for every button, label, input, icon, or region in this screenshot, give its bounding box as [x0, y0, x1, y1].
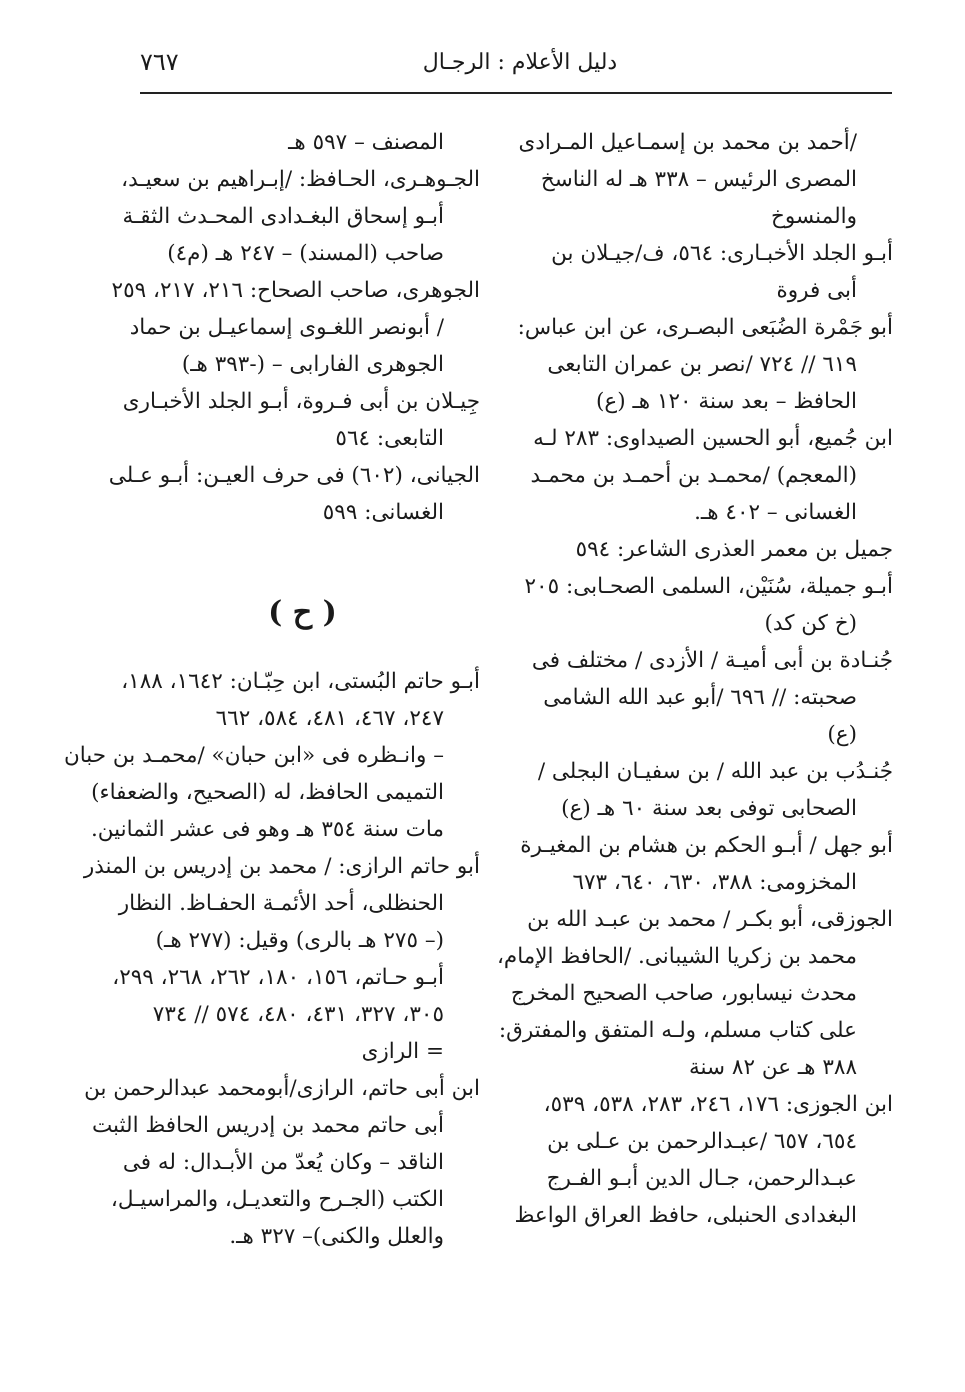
entry-continuation-line: ٣٠٥، ٣٢٧، ٤٣١، ٤٨٠، ٥٧٤ // ٧٣٤ — [152, 1002, 444, 1027]
entry-continuation-line: الصحابى توفى بعد سنة ٦٠ هـ (ع) — [561, 796, 857, 821]
entry-continuation-line: الحافظ – بعد سنة ١٢٠ هـ (ع) — [596, 389, 857, 414]
entry-headword-line: الجوزقى، أبو بكـر / محمد بن عبـد الله بن — [527, 907, 893, 932]
entry-continuation-line: (خ كن كد) — [764, 611, 857, 636]
page-number: ٧٦٧ — [140, 48, 179, 76]
entry-continuation-line: ٣٨٨ هـ عن ٨٢ سنة — [689, 1055, 857, 1080]
entry-continuation-line: والعلل والكنى)– ٣٢٧ هـ. — [229, 1224, 444, 1249]
entry-continuation-line: التابعى: ٥٦٤ — [335, 426, 444, 451]
entry-headword-line: أبو جَمْرة الضُبَعى البصـرى، عن ابن عباس: — [517, 315, 893, 340]
section-heading: ( ح ) — [268, 595, 337, 630]
entry-continuation-line: = الرازى — [361, 1039, 444, 1064]
entry-continuation-line: صحبته: // ٦٩٦ /أبو عبد الله الشامى — [543, 685, 857, 710]
running-title: دليل الأعلام : الرجـال — [422, 50, 618, 75]
page-header — [110, 40, 890, 90]
entry-headword-line: ابن الجوزى: ١٧٦، ٢٤٦، ٢٨٣، ٥٣٨، ٥٣٩، — [543, 1092, 893, 1117]
right-column — [496, 124, 893, 1234]
entry-headword-line: الجـوهـرى، الحـافظ: /إبـراهيم بن سعيـد، — [121, 167, 480, 192]
entry-continuation-line: والمنسوخ — [771, 204, 857, 229]
left-column — [63, 124, 480, 1255]
entry-headword-line: أبو حاتم الرازى: / محمد بن إدريس بن المنذر — [83, 854, 480, 879]
entry-headword-line: جُنـادة بن أبى أميـة / الأزدى / مختلف فى — [531, 648, 893, 673]
entry-continuation-line: الغسانى: ٥٩٩ — [322, 500, 444, 525]
entry-headword-line: أبـو حاتم البُستى، ابن حِبّـان: ١٦٤٢، ١٨٨، — [121, 669, 480, 694]
entry-continuation-line: الناقد – وكان يُعدّ من الأبـدال: له فى — [122, 1150, 444, 1175]
entry-headword-line: أبو جهل / أبـو الحكم بن هشام بن المغيـرة — [520, 833, 893, 858]
entry-continuation-line: مات سنة ٣٥٤ هـ وهو فى عشر الثمانين. — [90, 817, 444, 842]
entry-continuation-line: أبـو حـاتم، ١٥٦، ١٨٠، ٢٦٢، ٢٦٨، ٢٩٩، — [112, 965, 444, 990]
entry-continuation-line: المصرى الرئيس – ٣٣٨ هـ له الناسخ — [540, 167, 857, 192]
entry-continuation-line: (– ٢٧٥ هـ بالرى) وقيل: (٢٧٧ هـ) — [155, 928, 444, 953]
entry-continuation-line: عبـدالرحمن، جـال الدين أبـو الفـرج — [546, 1166, 857, 1191]
entry-continuation-line: (المعجم) /محمـد بن أحمـد بن محمـد — [530, 463, 857, 488]
entry-continuation-line: محمد بن زكريا الشيبانى. /الحافظ الإمام، — [496, 944, 857, 969]
entry-continuation-line: البغدادى الحنبلى، حافظ العراق الواعظ — [514, 1203, 857, 1228]
entry-continuation-line: ٦٥٤، ٦٥٧ /عبـدالرحمن بن عـلى بن — [547, 1129, 857, 1154]
entry-continuation-line: ٢٤٧، ٤٦٧، ٤٨١، ٥٨٤، ٦٦٢ — [215, 706, 444, 731]
entry-continuation-line: على كتاب مسلم، ولـه المتفق والمفترق: — [498, 1018, 857, 1043]
entry-continuation-line: المصنف – ٥٩٧ هـ — [288, 130, 444, 155]
entry-continuation-line: الغسانى – ٤٠٢ هـ. — [694, 500, 857, 525]
entry-headword-line: الجوهرى، صاحب الصحاح: ٢١٦، ٢١٧، ٢٥٩ — [111, 278, 480, 303]
entry-continuation-line: صاحب (المسند) – ٢٤٧ هـ (م٤) — [167, 241, 444, 266]
entry-continuation-line: أبى حاتم محمد بن إدريس الحافظ الثبت — [91, 1113, 444, 1138]
entry-headword-line: أبـو جميلة، سُنَيْن، السلمى الصحـابى: ٢٠٥ — [524, 574, 893, 599]
entry-headword-line: الجيانى، (٦٠٢) فى حرف العيـن: أبـو عـلى — [108, 463, 480, 488]
entry-continuation-line: الكتب (الجـرح والتعديـل، والمراسيـل، — [110, 1187, 444, 1212]
left-column-entries-before — [108, 124, 480, 531]
entry-continuation-line: ٦١٩ // ٧٢٤ /نصر بن عمران التابعى — [547, 352, 857, 377]
entry-continuation-line: الحنظلى، أحد الأئمـة الحفـاظ. النظار — [118, 891, 444, 916]
entry-continuation-line: التميمى الحافظ، له (الصحيح، والضعفاء) — [91, 780, 444, 805]
entry-continuation-line: /أحمد بن محمد بن إسمـاعيل المـرادى — [518, 130, 857, 155]
entry-continuation-line: المخزومى: ٣٨٨، ٦٣٠، ٦٤٠، ٦٧٣ — [572, 870, 857, 895]
entry-headword-line: جِيـلان بن أبى فـروة، أبـو الجلد الأخبـارى — [122, 389, 480, 414]
entry-continuation-line: أبى فروة — [776, 278, 857, 303]
entry-continuation-line: – وانـظره فى «ابن حبان» /محمـد بن حبان — [63, 743, 444, 768]
entry-continuation-line: (ع) — [827, 722, 857, 747]
entry-headword-line: جميل بن معمر العذرى الشاعر: ٥٩٤ — [575, 537, 893, 562]
entry-headword-line: ابن أبى حاتم، الرازى/أبومحمد عبدالرحمن بن — [84, 1076, 480, 1101]
entry-continuation-line: أبـو إسحاق البغـدادى المحـدث الثقـة — [122, 204, 444, 229]
left-column-entries-after — [63, 663, 480, 1255]
entry-continuation-line: محدث نيسابور، صاحب الصحيح المخرج — [510, 981, 857, 1006]
entry-headword-line: جُنـدُب بن عبد الله / بن سفيـان البجلى / — [537, 759, 893, 784]
entry-continuation-line: / أبونصر اللغـوى إسماعيـل بن حماد — [129, 315, 444, 340]
entry-continuation-line: الجوهرى الفارابى – (-٣٩٣ هـ) — [181, 352, 444, 377]
entry-headword-line: ابن جُميع، أبو الحسين الصيداوى: ٢٨٣ لـه — [533, 426, 893, 451]
entry-headword-line: أبـو الجلد الأخبـارى: ٥٦٤، ف/جيـلان بن — [551, 241, 893, 266]
header-rule — [140, 92, 892, 94]
